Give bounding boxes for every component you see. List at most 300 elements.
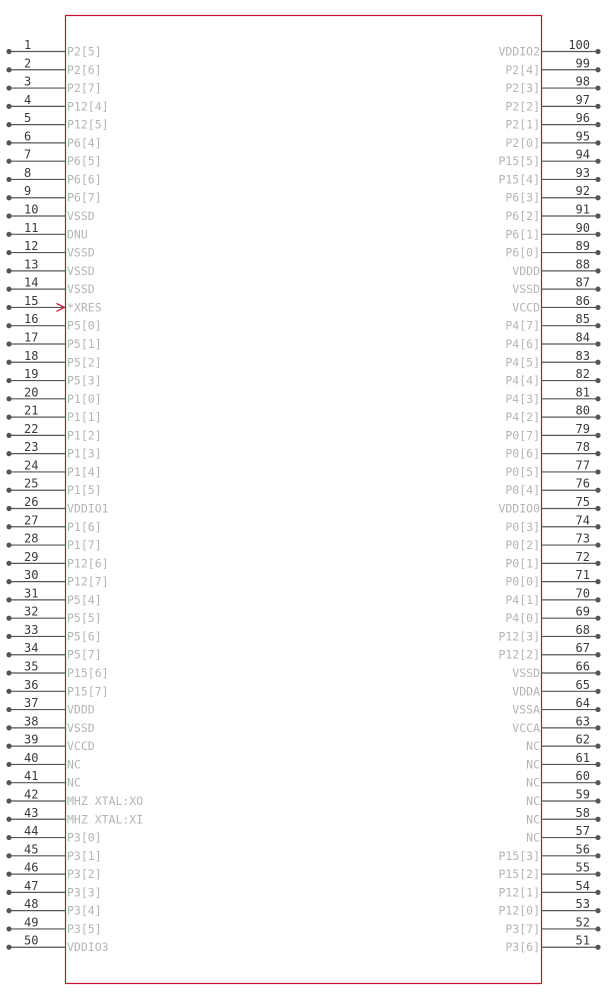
pin-endpoint-dot [595, 341, 600, 346]
pin-endpoint-dot [6, 49, 11, 54]
pin-number: 90 [575, 220, 590, 235]
pin-name: P5[0] [67, 318, 102, 333]
pin-row [6, 660, 108, 681]
pin-number: 86 [575, 293, 590, 308]
pin-endpoint-dot [595, 451, 600, 456]
pin-row [6, 239, 94, 259]
pin-endpoint-dot [595, 213, 600, 218]
pin-name: P3[3] [67, 885, 102, 900]
pin-name: P5[3] [67, 373, 102, 388]
pin-endpoint-dot [595, 926, 600, 931]
pin-endpoint-dot [6, 287, 11, 292]
pin-name: VSSA [512, 702, 540, 717]
pin-endpoint-dot [595, 140, 600, 145]
pin-endpoint-dot [6, 378, 11, 383]
pin-row [6, 605, 101, 626]
pin-name: P15[5] [498, 154, 540, 169]
pin-endpoint-dot [6, 67, 11, 72]
pin-number: 36 [24, 677, 39, 692]
pin-row [6, 184, 101, 205]
pin-number: 7 [24, 147, 32, 162]
pin-name: P2[2] [505, 99, 540, 114]
pin-number: 45 [24, 842, 39, 857]
pin-name: P4[6] [505, 336, 540, 351]
pin-name: P0[2] [505, 538, 540, 553]
pin-number: 19 [24, 367, 39, 382]
pin-number: 12 [24, 239, 39, 254]
pin-number: 27 [24, 513, 39, 528]
pin-row [6, 111, 108, 131]
pin-name: P0[3] [505, 519, 540, 534]
pin-name: VSSD [67, 720, 95, 735]
pin-row [6, 221, 87, 242]
pin-number: 42 [24, 787, 39, 802]
pin-name: P0[7] [505, 428, 540, 443]
pin-row [6, 769, 81, 790]
pin-name: P5[6] [67, 629, 102, 644]
pin-endpoint-dot [6, 707, 11, 712]
pin-number: 22 [24, 421, 39, 436]
pin-name: P15[3] [498, 848, 540, 863]
pin-endpoint-dot [6, 634, 11, 639]
pin-row [6, 129, 101, 150]
pin-name: P6[0] [505, 245, 540, 260]
pin-endpoint-dot [6, 433, 11, 438]
pin-row [6, 550, 108, 571]
pin-endpoint-dot [595, 652, 600, 657]
pin-endpoint-dot [595, 122, 600, 127]
pin-number: 5 [24, 111, 32, 126]
pin-row [6, 257, 94, 278]
pin-name: P12[2] [498, 647, 540, 662]
pin-endpoint-dot [595, 853, 600, 858]
pin-endpoint-dot [595, 360, 600, 365]
pin-row [505, 934, 600, 955]
pin-name: P2[6] [67, 62, 102, 77]
pin-row [6, 934, 108, 955]
pin-number: 60 [575, 769, 590, 784]
pin-number: 43 [24, 805, 39, 820]
pin-endpoint-dot [6, 780, 11, 785]
pin-row [6, 733, 94, 754]
pin-endpoint-dot [6, 524, 11, 529]
pin-name: P5[4] [67, 592, 102, 607]
pin-endpoint-dot [6, 597, 11, 602]
pin-name: VDDIO2 [498, 44, 540, 59]
pin-endpoint-dot [6, 506, 11, 511]
pin-number: 80 [575, 403, 590, 418]
pin-name: P6[1] [505, 227, 540, 242]
pin-endpoint-dot [6, 360, 11, 365]
pin-endpoint-dot [6, 213, 11, 218]
pin-number: 4 [24, 92, 32, 107]
pin-number: 75 [575, 495, 590, 509]
pin-endpoint-dot [6, 945, 11, 950]
pin-endpoint-dot [6, 926, 11, 931]
pin-number: 96 [575, 111, 590, 126]
pin-name: VSSD [67, 209, 95, 224]
pin-endpoint-dot [595, 707, 600, 712]
pin-row [6, 623, 101, 644]
pin-row [6, 696, 94, 717]
pin-name: P1[6] [67, 519, 102, 534]
pin-endpoint-dot [6, 579, 11, 584]
pin-name: P5[5] [67, 611, 102, 626]
pin-endpoint-dot [595, 67, 600, 72]
pin-row [6, 495, 108, 516]
pin-number: 69 [575, 604, 590, 619]
pin-number: 54 [575, 878, 590, 893]
pin-name: P3[0] [67, 830, 102, 845]
pin-name: P0[6] [505, 446, 540, 461]
pin-number: 65 [575, 677, 590, 692]
pin-number: 8 [24, 165, 32, 180]
pin-number: 11 [24, 220, 39, 235]
pin-row [6, 166, 101, 187]
pin-number: 85 [575, 312, 590, 327]
pin-name: P4[1] [505, 592, 540, 607]
pin-endpoint-dot [595, 85, 600, 90]
pin-number: 61 [575, 750, 590, 765]
pin-endpoint-dot [595, 323, 600, 328]
pin-number: 93 [575, 165, 590, 180]
pin-name: *XRES [67, 300, 102, 315]
pin-name: P3[4] [67, 903, 102, 918]
pin-endpoint-dot [6, 195, 11, 200]
pin-number: 37 [24, 696, 39, 711]
pin-number: 73 [575, 531, 590, 546]
pin-number: 41 [24, 769, 39, 784]
pin-endpoint-dot [6, 232, 11, 237]
pin-number: 53 [575, 897, 590, 912]
pin-endpoint-dot [595, 725, 600, 730]
pin-endpoint-dot [595, 49, 600, 54]
pin-endpoint-dot [595, 250, 600, 255]
pin-endpoint-dot [6, 689, 11, 694]
pin-name: P5[2] [67, 355, 102, 370]
pin-endpoint-dot [6, 817, 11, 822]
pin-number: 64 [575, 696, 590, 711]
pin-number: 62 [575, 732, 590, 747]
pin-endpoint-dot [595, 159, 600, 164]
pin-number: 82 [575, 367, 590, 382]
pin-number: 10 [24, 202, 39, 217]
pin-row [6, 385, 101, 406]
pin-number: 2 [24, 56, 32, 71]
pin-endpoint-dot [595, 396, 600, 401]
pin-endpoint-dot [6, 305, 11, 310]
pin-number: 78 [575, 440, 590, 455]
pin-endpoint-dot [6, 177, 11, 182]
pin-name: NC [526, 775, 540, 790]
pin-name: P0[0] [505, 574, 540, 589]
pin-number: 50 [24, 933, 39, 948]
pin-row [6, 56, 101, 77]
pin-name: P3[7] [505, 921, 540, 936]
pin-number: 66 [575, 659, 590, 674]
pin-endpoint-dot [6, 415, 11, 420]
pin-name: P15[7] [67, 684, 109, 699]
pin-name: VDDA [512, 684, 540, 699]
pin-endpoint-dot [595, 744, 600, 749]
pin-endpoint-dot [6, 652, 11, 657]
pin-endpoint-dot [595, 506, 600, 511]
pin-endpoint-dot [6, 396, 11, 401]
pin-row [6, 458, 101, 479]
pin-number: 71 [575, 568, 590, 583]
pin-endpoint-dot [6, 744, 11, 749]
pin-endpoint-dot [6, 561, 11, 566]
pin-number: 26 [24, 495, 39, 509]
pin-number: 38 [24, 714, 39, 729]
pin-name: VCCD [512, 300, 540, 315]
pin-number: 100 [568, 38, 590, 52]
pin-name: P1[4] [67, 464, 102, 479]
pin-row [6, 586, 101, 607]
pin-endpoint-dot [595, 305, 600, 310]
pin-number: 39 [24, 732, 39, 747]
pin-name: P3[5] [67, 921, 102, 936]
pin-row [6, 641, 101, 662]
pin-endpoint-dot [595, 415, 600, 420]
pin-endpoint-dot [6, 762, 11, 767]
pin-number: 6 [24, 129, 32, 144]
pin-number: 1 [24, 38, 32, 52]
pin-row [6, 861, 101, 882]
pin-number: 55 [575, 860, 590, 875]
pin-number: 79 [575, 421, 590, 436]
pin-row [6, 842, 101, 863]
pin-number: 21 [24, 403, 39, 418]
pin-name: VDDIO1 [67, 501, 109, 516]
pin-endpoint-dot [6, 725, 11, 730]
pin-endpoint-dot [595, 268, 600, 273]
pin-endpoint-dot [595, 798, 600, 803]
pin-number: 52 [575, 915, 590, 930]
pin-number: 29 [24, 549, 39, 564]
pin-row [6, 404, 101, 425]
pin-name: P12[6] [67, 556, 109, 571]
pin-name: P5[1] [67, 336, 102, 351]
pin-name: P2[5] [67, 44, 102, 59]
ic-body-outline [66, 16, 542, 984]
pin-endpoint-dot [6, 159, 11, 164]
pin-endpoint-dot [6, 250, 11, 255]
pin-number: 35 [24, 659, 39, 674]
pin-number: 59 [575, 787, 590, 802]
pin-name: P12[5] [67, 117, 109, 132]
pin-row [6, 422, 101, 443]
pin-endpoint-dot [6, 890, 11, 895]
pin-row [6, 513, 101, 534]
pin-name: VDDIO3 [67, 940, 109, 955]
pin-number: 17 [24, 330, 39, 345]
pin-endpoint-dot [6, 140, 11, 145]
pin-number: 3 [24, 74, 32, 89]
pin-name: P1[3] [67, 446, 102, 461]
pin-row [6, 38, 101, 59]
pin-row [6, 75, 101, 96]
pin-name: P15[6] [67, 666, 109, 681]
pin-name: P4[5] [505, 355, 540, 370]
pin-number: 58 [575, 805, 590, 820]
pin-number: 92 [575, 184, 590, 199]
pin-row [6, 349, 101, 370]
pin-name: NC [526, 739, 540, 754]
pin-name: P6[5] [67, 154, 102, 169]
pin-endpoint-dot [595, 579, 600, 584]
pin-name: P6[3] [505, 190, 540, 205]
pin-endpoint-dot [6, 872, 11, 877]
pin-endpoint-dot [595, 872, 600, 877]
pin-endpoint-dot [595, 634, 600, 639]
pin-endpoint-dot [595, 542, 600, 547]
pin-endpoint-dot [595, 835, 600, 840]
pin-name: P1[0] [67, 391, 102, 406]
pin-row [6, 568, 108, 589]
pin-name: P2[7] [67, 81, 102, 96]
pin-name: P2[0] [505, 135, 540, 150]
pin-name: NC [526, 793, 540, 808]
pin-row [6, 897, 101, 918]
pin-endpoint-dot [595, 908, 600, 913]
pin-number: 23 [24, 440, 39, 455]
pin-row [6, 93, 108, 114]
pin-name: P4[2] [505, 410, 540, 425]
pin-row [6, 203, 94, 224]
pin-number: 49 [24, 915, 39, 930]
pin-number: 56 [575, 842, 590, 857]
pin-endpoint-dot [6, 469, 11, 474]
left-pin-group [6, 38, 143, 954]
pin-name: VDDD [67, 702, 95, 717]
pin-row [6, 477, 101, 498]
pin-number: 84 [575, 330, 590, 345]
pin-name: P12[1] [498, 885, 540, 900]
pin-number: 88 [575, 257, 590, 272]
pin-number: 44 [24, 824, 39, 839]
pin-number: 77 [575, 458, 590, 473]
pin-number: 94 [575, 147, 590, 162]
pin-name: NC [67, 757, 81, 772]
pin-name: VSSD [512, 282, 540, 297]
pin-name: P1[1] [67, 410, 102, 425]
pin-endpoint-dot [595, 597, 600, 602]
pin-name: P0[4] [505, 483, 540, 498]
pin-endpoint-dot [595, 890, 600, 895]
pin-name: P4[0] [505, 611, 540, 626]
pin-endpoint-dot [595, 780, 600, 785]
pin-endpoint-dot [6, 341, 11, 346]
pin-name: MHZ XTAL:XO [67, 793, 144, 808]
right-pin-group [498, 38, 600, 954]
pin-name: MHZ XTAL:XI [67, 812, 144, 827]
pin-endpoint-dot [595, 378, 600, 383]
pin-name: P12[3] [498, 629, 540, 644]
pin-number: 95 [575, 129, 590, 144]
pin-name: P15[2] [498, 867, 540, 882]
pin-number: 97 [575, 92, 590, 107]
pin-endpoint-dot [595, 616, 600, 621]
pin-name: P0[5] [505, 464, 540, 479]
pin-name: VCCD [67, 739, 95, 754]
pin-name: P3[2] [67, 867, 102, 882]
pin-number: 76 [575, 476, 590, 491]
pin-name: VSSD [67, 245, 95, 260]
pin-endpoint-dot [595, 177, 600, 182]
pin-name: P6[6] [67, 172, 102, 187]
pin-name: P5[7] [67, 647, 102, 662]
pin-number: 40 [24, 750, 39, 765]
pin-endpoint-dot [595, 287, 600, 292]
pin-number: 13 [24, 257, 39, 272]
pin-name: VDDD [512, 263, 540, 278]
pin-number: 57 [575, 824, 590, 839]
pin-name: P4[7] [505, 318, 540, 333]
pin-endpoint-dot [595, 945, 600, 950]
pin-endpoint-dot [6, 451, 11, 456]
pin-name: VSSD [512, 666, 540, 681]
pin-name: DNU [67, 227, 88, 242]
pin-name: P12[7] [67, 574, 109, 589]
pin-endpoint-dot [595, 689, 600, 694]
pin-endpoint-dot [595, 469, 600, 474]
pin-name: P6[2] [505, 209, 540, 224]
pin-endpoint-dot [6, 542, 11, 547]
pin-endpoint-dot [6, 616, 11, 621]
pin-number: 31 [24, 586, 39, 601]
pin-name: P3[6] [505, 940, 540, 955]
pin-number: 32 [24, 604, 39, 619]
pin-number: 46 [24, 860, 39, 875]
pin-number: 18 [24, 348, 39, 363]
pin-endpoint-dot [6, 908, 11, 913]
pin-name: NC [526, 757, 540, 772]
pin-endpoint-dot [6, 853, 11, 858]
pin-row [6, 879, 101, 900]
pin-number: 72 [575, 549, 590, 564]
pin-name: P4[4] [505, 373, 540, 388]
pin-endpoint-dot [6, 122, 11, 127]
pin-name: P12[4] [67, 99, 109, 114]
pin-name: P6[4] [67, 135, 102, 150]
pin-row [6, 824, 101, 845]
pin-endpoint-dot [6, 323, 11, 328]
pin-number: 20 [24, 385, 39, 400]
pin-name: NC [526, 812, 540, 827]
pin-endpoint-dot [595, 670, 600, 675]
pin-number: 25 [24, 476, 39, 491]
pin-name: P3[1] [67, 848, 102, 863]
pin-name: P2[4] [505, 62, 540, 77]
pin-number: 30 [24, 568, 39, 583]
pin-endpoint-dot [595, 762, 600, 767]
pin-name: NC [526, 830, 540, 845]
pin-name: VSSD [67, 282, 95, 297]
pin-number: 9 [24, 184, 32, 199]
pin-endpoint-dot [6, 104, 11, 109]
pin-endpoint-dot [6, 488, 11, 493]
pin-number: 91 [575, 202, 590, 217]
pin-endpoint-dot [595, 488, 600, 493]
pin-name: VDDIO0 [498, 501, 540, 516]
pin-endpoint-dot [595, 232, 600, 237]
pin-row [6, 532, 101, 553]
pin-name: P1[5] [67, 483, 102, 498]
pin-number: 89 [575, 239, 590, 254]
pin-row [6, 330, 101, 351]
pin-number: 98 [575, 74, 590, 89]
